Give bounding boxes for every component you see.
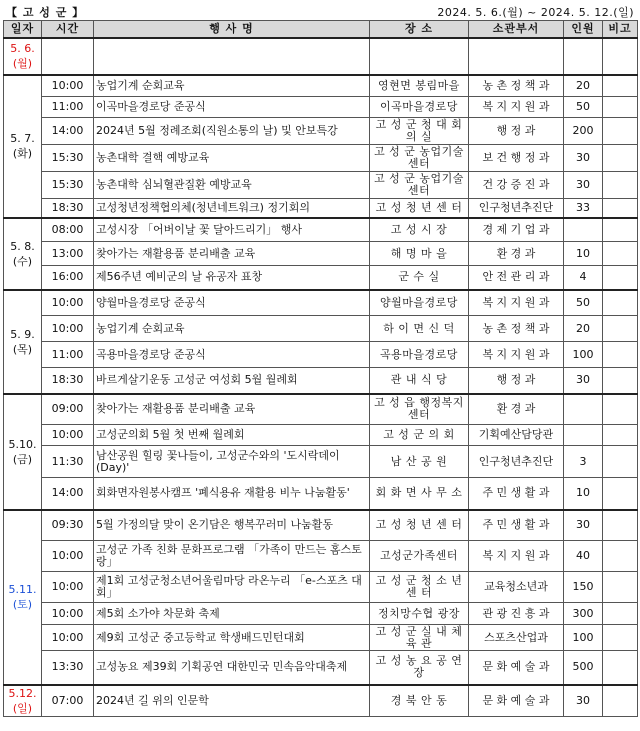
table-row — [4, 342, 638, 368]
table-row — [4, 97, 638, 118]
place-cell: 고 성 농 요 공 연 장 — [370, 651, 469, 685]
time-cell: 10:00 — [42, 603, 94, 625]
department-cell: 농 촌 정 책 과 — [469, 75, 564, 97]
time-cell: 11:00 — [42, 97, 94, 118]
note-cell — [603, 541, 638, 572]
event-name-cell: 곡용마을경로당 준공식 — [94, 342, 370, 368]
table-row — [4, 572, 638, 603]
place-cell: 고 성 군 농업기술센터 — [370, 172, 469, 199]
table-row — [4, 394, 638, 425]
note-cell — [603, 425, 638, 446]
weekday-label: (수) — [12, 254, 33, 268]
event-schedule-table — [3, 20, 638, 717]
time-cell: 11:30 — [42, 446, 94, 478]
department-cell: 교육청소년과 — [469, 572, 564, 603]
table-row — [4, 38, 638, 75]
date-cell — [4, 685, 42, 717]
time-cell: 10:00 — [42, 290, 94, 316]
department-cell: 건 강 증 진 과 — [469, 172, 564, 199]
note-cell — [603, 38, 638, 75]
time-cell — [42, 38, 94, 75]
weekday-label: (금) — [12, 452, 33, 466]
place-cell — [370, 38, 469, 75]
time-cell: 13:00 — [42, 242, 94, 266]
count-cell: 3 — [564, 446, 603, 478]
time-cell: 07:00 — [42, 685, 94, 717]
event-name-cell: 제56주년 예비군의 날 유공자 표창 — [94, 266, 370, 290]
count-cell: 100 — [564, 625, 603, 651]
count-cell: 20 — [564, 75, 603, 97]
event-name-cell: 고성청년정책협의체(청년네트워크) 정기회의 — [94, 199, 370, 218]
place-cell: 고 성 군 의 회 — [370, 425, 469, 446]
note-cell — [603, 625, 638, 651]
schedule-header — [4, 2, 636, 20]
count-cell: 30 — [564, 145, 603, 172]
department-cell: 환 경 과 — [469, 242, 564, 266]
event-name-cell: 찾아가는 재활용품 분리배출 교육 — [94, 394, 370, 425]
column-header-department: 소관부서 — [469, 21, 564, 38]
place-cell: 경 북 안 동 — [370, 685, 469, 717]
department-cell: 인구청년추진단 — [469, 446, 564, 478]
time-cell: 10:00 — [42, 625, 94, 651]
event-name-cell: 이곡마을경로당 준공식 — [94, 97, 370, 118]
weekday-label: (토) — [12, 598, 33, 611]
time-cell: 10:00 — [42, 316, 94, 342]
event-name-cell: 남산공원 힐링 꽃나들이, 고성군수와의 '도시락데이(Day)' — [94, 446, 370, 478]
department-cell: 문 화 예 술 과 — [469, 685, 564, 717]
place-cell: 양월마을경로당 — [370, 290, 469, 316]
note-cell — [603, 316, 638, 342]
event-name-cell: 농업기계 순회교육 — [94, 75, 370, 97]
count-cell: 200 — [564, 118, 603, 145]
column-header-date: 일자 — [4, 21, 42, 38]
table-row — [4, 172, 638, 199]
date-label: 5. 8. — [10, 239, 35, 253]
note-cell — [603, 266, 638, 290]
event-name-cell: 회화면자원봉사캠프 '폐식용유 재활용 비누 나눔활동' — [94, 478, 370, 510]
weekday-label: (목) — [12, 342, 33, 356]
place-cell: 영현면 봉림마을 — [370, 75, 469, 97]
count-cell: 10 — [564, 242, 603, 266]
time-cell: 10:00 — [42, 541, 94, 572]
note-cell — [603, 478, 638, 510]
place-cell: 고 성 군 실 내 체 육 관 — [370, 625, 469, 651]
date-cell — [4, 290, 42, 394]
time-cell: 10:00 — [42, 425, 94, 446]
event-name-cell: 고성시장 「어버이날 꽃 달아드리기」 행사 — [94, 218, 370, 242]
date-label: 5.11. — [8, 583, 37, 596]
event-name-cell: 고성군 가족 친화 문화프로그램 「가족이 만드는 홈스토랑」 — [94, 541, 370, 572]
count-cell — [564, 38, 603, 75]
column-header-time: 시간 — [42, 21, 94, 38]
time-cell: 18:30 — [42, 199, 94, 218]
department-cell: 복 지 지 원 과 — [469, 290, 564, 316]
table-header-row — [4, 21, 638, 38]
note-cell — [603, 242, 638, 266]
table-row — [4, 510, 638, 541]
date-label: 5.10. — [8, 437, 37, 451]
count-cell: 30 — [564, 685, 603, 717]
count-cell: 300 — [564, 603, 603, 625]
table-row — [4, 625, 638, 651]
place-cell: 해 명 마 을 — [370, 242, 469, 266]
count-cell — [564, 218, 603, 242]
schedule-period: 2024. 5. 6.(월) ~ 2024. 5. 12.(일) — [437, 6, 634, 19]
column-header-place: 장 소 — [370, 21, 469, 38]
table-row — [4, 199, 638, 218]
place-cell: 고 성 청 년 센 터 — [370, 510, 469, 541]
table-row — [4, 266, 638, 290]
department-cell: 주 민 생 활 과 — [469, 510, 564, 541]
note-cell — [603, 342, 638, 368]
department-cell: 기획예산담당관 — [469, 425, 564, 446]
column-header-count: 인원 — [564, 21, 603, 38]
count-cell: 33 — [564, 199, 603, 218]
date-cell — [4, 394, 42, 510]
event-name-cell: 제9회 고성군 중고등학교 학생배드민턴대회 — [94, 625, 370, 651]
place-cell: 하 이 면 신 덕 — [370, 316, 469, 342]
place-cell: 고성군가족센터 — [370, 541, 469, 572]
place-cell: 정치망수협 광장 — [370, 603, 469, 625]
place-cell: 회 화 면 사 무 소 — [370, 478, 469, 510]
department-cell: 복 지 지 원 과 — [469, 97, 564, 118]
time-cell: 09:00 — [42, 394, 94, 425]
count-cell — [564, 394, 603, 425]
time-cell: 18:30 — [42, 368, 94, 394]
note-cell — [603, 685, 638, 717]
event-name-cell: 고성농요 제39회 기획공연 대한민국 민속음악대축제 — [94, 651, 370, 685]
count-cell: 30 — [564, 510, 603, 541]
table-row — [4, 368, 638, 394]
table-row — [4, 478, 638, 510]
time-cell: 14:00 — [42, 478, 94, 510]
note-cell — [603, 97, 638, 118]
event-name-cell: 제1회 고성군청소년어울림마당 라온누리 「e-스포츠 대회」 — [94, 572, 370, 603]
note-cell — [603, 510, 638, 541]
department-cell — [469, 38, 564, 75]
note-cell — [603, 75, 638, 97]
table-row — [4, 603, 638, 625]
table-row — [4, 118, 638, 145]
event-name-cell: 고성군의회 5월 첫 번째 월례회 — [94, 425, 370, 446]
table-row — [4, 290, 638, 316]
date-label: 5.12. — [8, 686, 37, 700]
place-cell: 고 성 시 장 — [370, 218, 469, 242]
time-cell: 15:30 — [42, 145, 94, 172]
department-cell: 인구청년추진단 — [469, 199, 564, 218]
date-label: 5. 7. — [10, 132, 35, 145]
count-cell: 150 — [564, 572, 603, 603]
time-cell: 10:00 — [42, 75, 94, 97]
note-cell — [603, 218, 638, 242]
time-cell: 08:00 — [42, 218, 94, 242]
event-name-cell: 농촌대학 결핵 예방교육 — [94, 145, 370, 172]
note-cell — [603, 118, 638, 145]
event-name-cell: 2024년 길 위의 인문학 — [94, 685, 370, 717]
event-name-cell: 찾아가는 재활용품 분리배출 교육 — [94, 242, 370, 266]
department-cell: 관 광 진 흥 과 — [469, 603, 564, 625]
date-label: 5. 9. — [10, 327, 35, 341]
place-cell: 고 성 읍 행정복지센터 — [370, 394, 469, 425]
count-cell — [564, 425, 603, 446]
event-name-cell — [94, 38, 370, 75]
event-name-cell: 양월마을경로당 준공식 — [94, 290, 370, 316]
time-cell: 15:30 — [42, 172, 94, 199]
table-row — [4, 446, 638, 478]
count-cell: 20 — [564, 316, 603, 342]
note-cell — [603, 172, 638, 199]
time-cell: 16:00 — [42, 266, 94, 290]
count-cell: 10 — [564, 478, 603, 510]
department-cell: 행 정 과 — [469, 118, 564, 145]
note-cell — [603, 603, 638, 625]
count-cell: 50 — [564, 290, 603, 316]
event-name-cell: 5월 가정의달 맞이 온기담은 행복꾸러미 나눔활동 — [94, 510, 370, 541]
count-cell: 50 — [564, 97, 603, 118]
department-cell: 복 지 지 원 과 — [469, 541, 564, 572]
note-cell — [603, 572, 638, 603]
place-cell: 고 성 군 청 소 년 센 터 — [370, 572, 469, 603]
schedule-title: 【 고 성 군 】 — [6, 6, 85, 19]
department-cell: 행 정 과 — [469, 368, 564, 394]
count-cell: 30 — [564, 368, 603, 394]
count-cell: 40 — [564, 541, 603, 572]
table-row — [4, 316, 638, 342]
table-row — [4, 218, 638, 242]
table-row — [4, 242, 638, 266]
weekday-label: (화) — [12, 147, 33, 160]
date-cell — [4, 38, 42, 75]
place-cell: 남 산 공 원 — [370, 446, 469, 478]
date-cell — [4, 510, 42, 685]
department-cell: 보 건 행 정 과 — [469, 145, 564, 172]
column-header-event: 행 사 명 — [94, 21, 370, 38]
table-row — [4, 685, 638, 717]
table-row — [4, 425, 638, 446]
note-cell — [603, 446, 638, 478]
event-name-cell: 제5회 소가야 차문화 축제 — [94, 603, 370, 625]
note-cell — [603, 145, 638, 172]
event-name-cell: 농촌대학 심뇌혈관질환 예방교육 — [94, 172, 370, 199]
department-cell: 농 촌 정 책 과 — [469, 316, 564, 342]
department-cell: 스포츠산업과 — [469, 625, 564, 651]
time-cell: 09:30 — [42, 510, 94, 541]
count-cell: 4 — [564, 266, 603, 290]
note-cell — [603, 199, 638, 218]
column-header-note: 비고 — [603, 21, 638, 38]
weekday-label: (일) — [12, 701, 33, 715]
place-cell: 이곡마을경로당 — [370, 97, 469, 118]
note-cell — [603, 290, 638, 316]
note-cell — [603, 368, 638, 394]
table-row — [4, 75, 638, 97]
count-cell: 500 — [564, 651, 603, 685]
time-cell: 10:00 — [42, 572, 94, 603]
event-name-cell: 2024년 5월 정례조회(직원소통의 날) 및 안보특강 — [94, 118, 370, 145]
place-cell: 관 내 식 당 — [370, 368, 469, 394]
department-cell: 환 경 과 — [469, 394, 564, 425]
note-cell — [603, 394, 638, 425]
event-name-cell: 바르게살기운동 고성군 여성회 5월 월례회 — [94, 368, 370, 394]
place-cell: 고 성 청 년 센 터 — [370, 199, 469, 218]
table-row — [4, 541, 638, 572]
count-cell: 100 — [564, 342, 603, 368]
table-row — [4, 651, 638, 685]
place-cell: 군 수 실 — [370, 266, 469, 290]
time-cell: 14:00 — [42, 118, 94, 145]
table-body — [4, 38, 638, 717]
date-label: 5. 6. — [10, 42, 35, 55]
weekday-label: (월) — [12, 57, 33, 70]
time-cell: 11:00 — [42, 342, 94, 368]
department-cell: 주 민 생 활 과 — [469, 478, 564, 510]
count-cell: 30 — [564, 172, 603, 199]
place-cell: 곡용마을경로당 — [370, 342, 469, 368]
date-cell — [4, 75, 42, 218]
department-cell: 문 화 예 술 과 — [469, 651, 564, 685]
note-cell — [603, 651, 638, 685]
time-cell: 13:30 — [42, 651, 94, 685]
department-cell: 경 제 기 업 과 — [469, 218, 564, 242]
department-cell: 복 지 지 원 과 — [469, 342, 564, 368]
event-name-cell: 농업기계 순회교육 — [94, 316, 370, 342]
date-cell — [4, 218, 42, 290]
place-cell: 고 성 군 청 대 회 의 실 — [370, 118, 469, 145]
table-row — [4, 145, 638, 172]
department-cell: 안 전 관 리 과 — [469, 266, 564, 290]
place-cell: 고 성 군 농업기술센터 — [370, 145, 469, 172]
